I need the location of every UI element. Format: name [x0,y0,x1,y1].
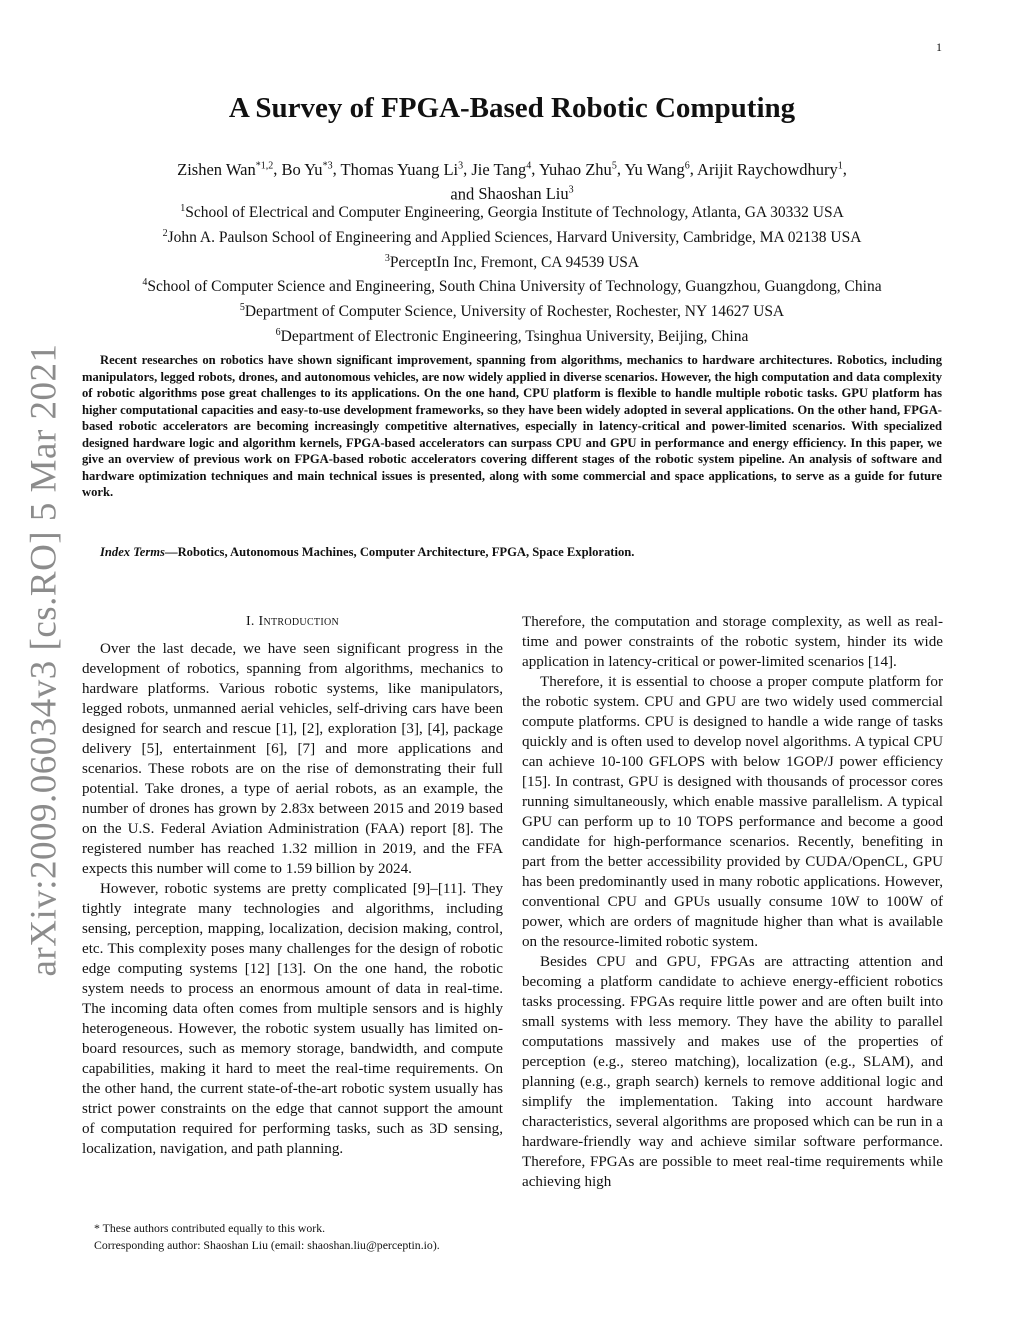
author: Bo Yu$^{*3}$ [281,159,333,179]
index-terms [82,545,942,560]
right-column [522,612,943,1192]
affiliation: $^1$School of Electrical and Computer Engineering, Georgia Institute of Technology, Atlanta, GA 30332 USA [180,203,844,222]
index-terms-text: —Robotics, Autonomous Machines, Computer Architecture, FPGA, Space Exploration. [164,545,635,559]
footnote-equal-contribution: * These authors contributed equally to this work. [94,1221,326,1235]
paragraph: Over the last decade, we have seen significant progress in the development of robotics, spanning from algorithms, mechanics to hardware platforms. Various robotic systems, like manipulators, legged robots, unmanned aerial vehicles, self-driving cars have been designed for search and rescue [1], [2], exploration [3], [4], package delivery [5], entertainment [6], [7] and more applications and scenarios. These robots are on the rise of demonstrating their full potential. Take drones, a type of aerial robots, as an example, the number of drones has grown by 2.83x between 2015 and 2019 based on the U.S. Federal Aviation Administration (FAA) report [8]. The registered number has reached 1.32 million in 2019, and the FFA expects this number will come to 1.59 billion by 2024. [82,641,503,877]
affiliation: $^2$John A. Paulson School of Engineering and Applied Sciences, Harvard University, Cambridge, MA 02138 USA [162,227,862,246]
author-joiner: and [450,184,475,203]
abstract: Recent researches on robotics have shown significant improvement, spanning from algorithms, mechanics to hardware architectures. Robotics, including manipulators, legged robots, drones, and autonomous vehicles, are now widely applied in diverse scenarios. However, the high computation and data complexity of robotic algorithms pose great challenges to its applications. On the one hand, CPU platform is flexible to handle multiple robotic tasks. GPU platform has higher computational capacities and easy-to-use development frameworks, so they have been widely adopted in several applications. On the other hand, FPGA-based robotic accelerators are becoming increasingly competitive alternatives, especially in latency-critical and power-limited scenarios. With specialized designed hardware logic and algorithm kernels, FPGA-based accelerators can surpass CPU and GPU in performance and energy efficiency. In this paper, we give an overview of previous work on FPGA-based robotic accelerators covering different stages of the robotic system pipeline. An analysis of software and hardware optimization techniques and main technical issues is presented, along with some commercial and space applications, to serve as a guide for future work. [82,353,942,499]
affiliation: $^5$Department of Computer Science, University of Rochester, Rochester, NY 14627 USA [239,302,785,321]
affiliation-list [82,199,942,348]
footnotes [82,1220,503,1254]
author: Yuhao Zhu$^5$ [538,159,617,179]
author: Jie Tang$^4$ [471,159,532,179]
arxiv-stamp-text: arXiv:2009.06034v3 [cs.RO] 5 Mar 2021 [23,343,65,977]
author-list: Zishen Wan$^{*1,2}$, Bo Yu$^{*3}$, Thomas Yuang Li$^3$, Jie Tang$^4$, Yuhao Zhu$^5$, Yu Wang$^6$, Arijit Raychowdhury$^1$, and Shaoshan Liu$^3$ [177,159,847,203]
affiliation: $^3$PerceptIn Inc, Fremont, CA 94539 USA [384,252,640,271]
index-terms-label: Index Terms [100,545,165,559]
paragraph: Therefore, it is essential to choose a proper compute platform for the robotic system. CPU and GPU are two widely used commercial compute platforms. CPU is designed to handle a wide range of tasks quickly and is often used to develop novel algorithms. A typical CPU can achieve 10-100 GFLOPS with below 1GOP/J power efficiency [15]. In contrast, GPU is designed with thousands of processor cores running simultaneously, which enable massive parallelism. A typical GPU can perform up to 10 TOPS performance and become a good candidate for high-performance scenarios. Recently, benefiting in part from the better accessibility provided by CUDA/OpenCL, GPU has been predominantly used in many robotic applications. However, conventional CPU and GPUs usually consume 10W to 100W of power, which are orders of magnitude higher than what is available on the resource-limited robotic system. [522,674,943,950]
page-number: 1 [936,40,942,54]
affiliation: $^6$Department of Electronic Engineering, Tsinghua University, Beijing, China [275,326,749,345]
section-heading: I. Introduction [245,614,340,629]
author: Arijit Raychowdhury$^1$ [697,159,843,179]
arxiv-stamp [23,343,65,977]
paper-title: A Survey of FPGA-Based Robotic Computing [228,92,796,124]
footnote-corresponding-author: Corresponding author: Shaoshan Liu (email: shaoshan.liu@perceptin.io). [94,1238,440,1252]
paragraph: Therefore, the computation and storage complexity, as well as real-time and power constraints of the robotic system, hinder its wide application in latency-critical or power-limited scenarios [14]. [522,614,943,670]
author: Yu Wang$^6$ [624,159,690,179]
author: Zishen Wan$^{*1,2}$ [177,159,274,179]
left-column [82,612,503,1159]
paragraph: Besides CPU and GPU, FPGAs are attracting attention and becoming a platform candidate to achieve energy-efficient robotics tasks processing. FPGAs require little power and are often built into small systems with less memory. They have the ability to parallel computations massively and makes use of the properties of perception (e.g., stereo matching), localization (e.g., SLAM), and planning (e.g., graph search) kernels to remove additional logic and simplify the implementation. Taking into account hardware characteristics, several algorithms are proposed which can be run in a hardware-friendly way and achieve similar software performance. Therefore, FPGAs are possible to meet real-time requirements while achieving high [522,954,943,1190]
author: Shaoshan Liu$^3$ [478,184,574,203]
author: Thomas Yuang Li$^3$ [340,159,464,179]
paragraph: However, robotic systems are pretty complicated [9]–[11]. They tightly integrate many technologies and algorithms, including sensing, perception, mapping, localization, decision making, control, etc. This complexity poses many challenges for the design of robotic edge computing systems [12] [13]. On the one hand, the robotic system needs to process an enormous amount of data in real-time. The incoming data often comes from multiple sensors and is highly heterogeneous. However, the robotic system usually has limited on-board resources, such as memory storage, bandwidth, and compute capabilities, making it hard to meet the real-time requirements. On the other hand, the current state-of-the-art robotic system usually has strict power constraints on the edge that cannot support the amount of computation required for performing tasks, such as 3D sensing, localization, navigation, and path planning. [82,881,503,1157]
affiliation: $^4$School of Computer Science and Engineering, South China University of Technology, Guangzhou, Guangdong, China [142,277,882,296]
